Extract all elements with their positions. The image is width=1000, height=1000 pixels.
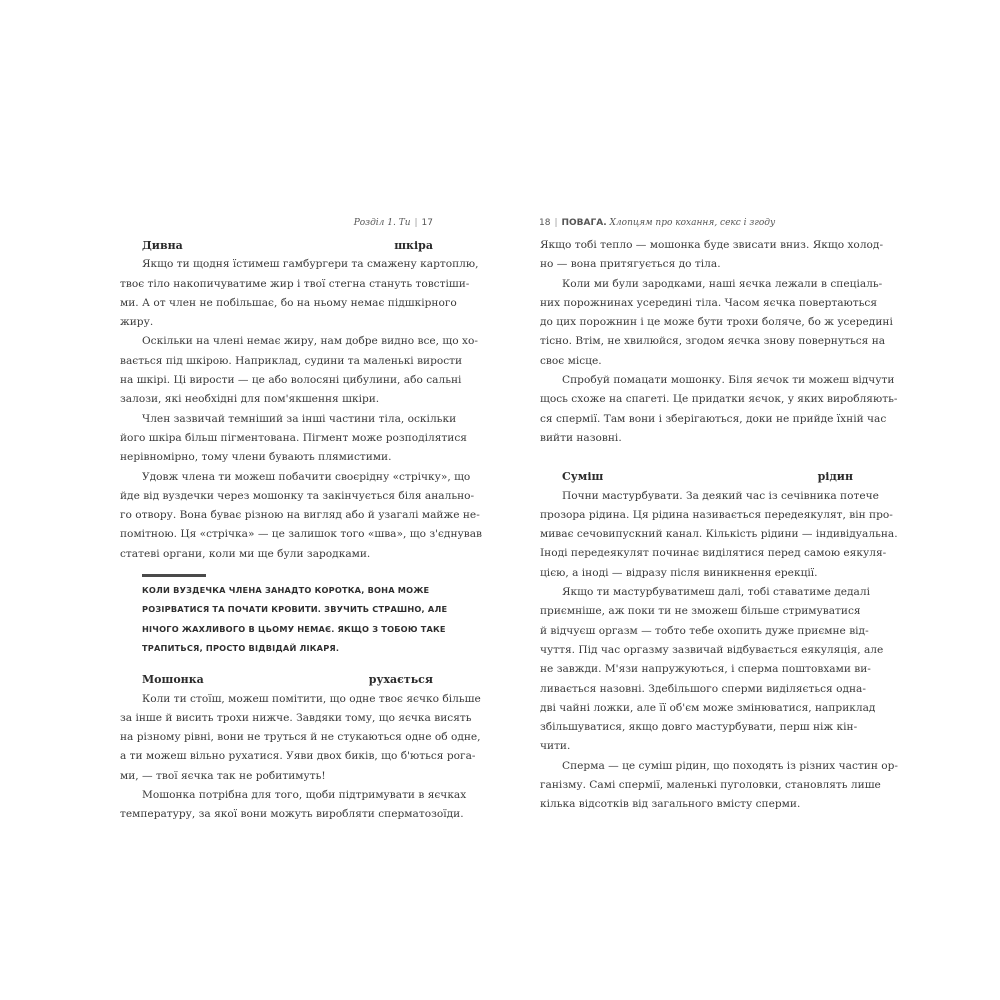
left-text-column <box>120 236 482 825</box>
section-heading: Дивна шкіра <box>142 239 433 252</box>
text-line: вається під шкірою. Наприклад, судини та маленькі вирости <box>120 354 463 367</box>
callout-box <box>142 574 448 658</box>
text-line: йде від вуздечки через мошонку та закінчується біля анально- <box>120 489 475 502</box>
text-line: а ти можеш вільно рухатися. Уяви двох биків, що б'ються рога- <box>120 750 476 763</box>
text-line: тісно. Втім, не хвилюйся, згодом яєчка знову повернуться на <box>540 335 886 348</box>
callout-line: ТРАПИТЬСЯ, ПРОСТО ВІДВІДАЙ ЛІКАРЯ. <box>142 642 340 653</box>
page-number: 17 <box>421 218 433 228</box>
text-line: Спробуй помацати мошонку. Біля яєчок ти можеш відчути <box>562 374 895 387</box>
spacer <box>120 658 433 670</box>
text-line: жиру. <box>120 316 154 329</box>
text-line: нерівномірно, тому члени бувають плямистими. <box>120 451 392 464</box>
text-line: чуття. Під час оргазму зазвичай відбувається еякуляція, але <box>540 643 884 656</box>
text-line: них порожнинах усередині тіла. Часом яєчка повертаються <box>540 296 878 309</box>
text-line: статеві органи, коли ми ще були зародками. <box>120 547 371 560</box>
text-line: приємніше, аж поки ти не зможеш більше стримуватися <box>540 605 861 618</box>
callout-line: НІЧОГО ЖАХЛИВОГО В ЦЬОМУ НЕМАЄ. ЯКЩО З ТОБОЮ ТАКЕ <box>142 623 446 634</box>
text-line: Коли ти стоїш, можеш помітити, що одне твоє яєчко більше <box>142 692 481 705</box>
chapter-label: Розділ 1. Ти <box>353 218 411 228</box>
text-line: твоє тіло накопичуватиме жир і твої стегна стануть товстіши- <box>120 277 470 290</box>
book-subtitle: Хлопцям про кохання, секс і згоду <box>609 218 776 228</box>
callout-line: КОЛИ ВУЗДЕЧКА ЧЛЕНА ЗАНАДТО КОРОТКА, ВОНА МОЖЕ <box>142 585 430 596</box>
text-line: чити. <box>540 740 571 753</box>
text-line: миває сечовипускний канал. Кількість рідини — індивідуальна. <box>540 528 898 541</box>
text-line: помітною. Ця «стрічка» — це залишок того «шва», що з'єднував <box>120 528 482 541</box>
text-line: Якщо ти щодня їстимеш гамбургери та смажену картоплю, <box>142 258 479 271</box>
text-line: вийти назовні. <box>540 431 622 444</box>
text-line: Почни мастурбувати. За деякий час із сечівника потече <box>562 489 879 502</box>
text-line: й відчуєш оргазм — тобто тебе охопить дуже приємне від- <box>540 624 869 637</box>
text-line: не завжди. М'язи напружуються, і сперма поштовхами ви- <box>540 663 871 676</box>
right-running-head <box>539 218 775 228</box>
text-line: залози, які необхідні для пом'якшення шкіри. <box>120 393 380 406</box>
callout-text <box>142 581 448 658</box>
text-line: Якщо ти мастурбуватимеш далі, тобі ставатиме дедалі <box>562 586 870 599</box>
text-line: своє місце. <box>540 354 602 367</box>
text-line: його шкіра більш пігментована. Пігмент може розподілятися <box>120 431 467 444</box>
text-line: ганізму. Самі спермії, маленькі пуголовки, становлять лише <box>540 779 881 792</box>
spacer <box>540 448 853 467</box>
left-running-head <box>354 218 433 228</box>
text-line: ми. А от член не побільшає, бо на ньому немає підшкірного <box>120 296 457 309</box>
text-line: Член зазвичай темніший за інші частини тіла, оскільки <box>142 412 457 425</box>
text-line: Удовж члена ти можеш побачити своєрідну «стрічку», що <box>142 470 471 483</box>
text-line: збільшуватися, якщо довго мастурбувати, перш ніж кін- <box>540 721 858 734</box>
callout-divider <box>142 574 206 577</box>
section-heading: Мошонка рухається <box>142 673 433 687</box>
separator: | <box>414 218 418 228</box>
text-line: но — вона притягується до тіла. <box>540 258 721 271</box>
callout-line: РОЗІРВАТИСЯ ТА ПОЧАТИ КРОВИТИ. ЗВУЧИТЬ СТРАШНО, АЛЕ <box>142 604 448 615</box>
section-heading: Суміш рідин <box>562 470 853 484</box>
separator: | <box>554 218 558 228</box>
page-number: 18 <box>539 218 551 228</box>
text-line: прозора рідина. Ця рідина називається передеякулят, він про- <box>540 508 893 521</box>
text-line: цією, а іноді — відразу після виникнення ерекції. <box>540 566 818 579</box>
text-line: Якщо тобі тепло — мошонка буде звисати вниз. Якщо холод- <box>540 239 884 251</box>
text-line: на різному рівні, вони не труться й не стукаються одне об одне, <box>120 731 481 744</box>
text-line: ми, — твої яєчка так не робитимуть! <box>120 769 326 782</box>
right-text-column <box>540 236 898 815</box>
text-line: дві чайні ложки, але її об'єм може змінюватися, наприклад <box>540 701 876 714</box>
text-line: щось схоже на спагеті. Це придатки яєчок, у яких виробляють- <box>540 393 898 406</box>
text-line: Оскільки на члені немає жиру, нам добре видно все, що хо- <box>142 335 478 348</box>
text-line: Іноді передеякулят починає виділятися перед самою еякуля- <box>540 547 887 560</box>
text-line: Коли ми були зародками, наші яєчка лежали в спеціаль- <box>562 277 883 290</box>
text-line: за інше й висить трохи нижче. Завдяки тому, що яєчка висять <box>120 711 472 724</box>
text-line: кілька відсотків від загального вмісту сперми. <box>540 798 801 811</box>
text-line: го отвору. Вона буває різною на вигляд або й узагалі майже не- <box>120 509 480 522</box>
right-page <box>500 0 1000 1000</box>
text-line: ся спермії. Там вони і зберігаються, доки не прийде їхній час <box>540 412 887 425</box>
text-line: температуру, за якої вони можуть виробляти сперматозоїди. <box>120 808 464 821</box>
text-line: до цих порожнин і це може бути трохи боляче, бо ж усередині <box>540 316 893 329</box>
text-line: ливається назовні. Здебільшого сперми виділяється одна- <box>540 682 866 695</box>
text-line: Сперма — це суміш рідин, що походять із різних частин ор- <box>562 759 898 772</box>
text-line: Мошонка потрібна для того, щоби підтримувати в яєчках <box>142 789 467 802</box>
book-title: ПОВАГА. <box>561 218 607 228</box>
text-line: на шкірі. Ці вирости — це або волосяні цибулини, або сальні <box>120 374 462 387</box>
